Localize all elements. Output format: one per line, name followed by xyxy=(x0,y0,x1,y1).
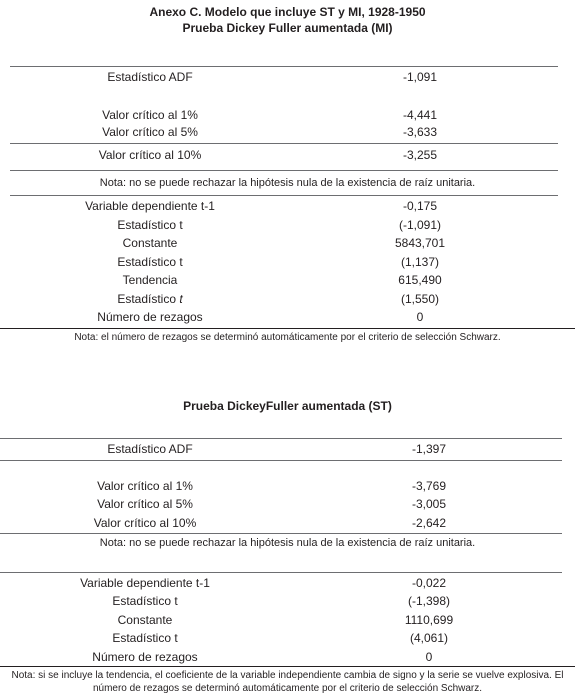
st-row-value: 1110,699 xyxy=(404,613,454,627)
st-top-rule xyxy=(0,438,562,439)
st-row-value: (-1,398) xyxy=(407,594,451,608)
st-table-title: Prueba DickeyFuller aumentada (ST) xyxy=(183,399,392,413)
st-adf-rule xyxy=(0,460,562,461)
st-row-value: 0 xyxy=(425,650,433,664)
st-cv5-label: Valor crítico al 5% xyxy=(97,497,193,511)
st-row-label: Estadístico t xyxy=(112,594,178,608)
mi-row-label-prefix: Estadístico xyxy=(117,292,180,306)
mi-row-label xyxy=(10,292,290,306)
mi-cv1-label: Valor crítico al 1% xyxy=(102,108,198,122)
st-cv1-label: Valor crítico al 1% xyxy=(97,479,193,493)
mi-cv10-value: -3,255 xyxy=(402,148,438,162)
mi-row-value: 5843,701 xyxy=(394,236,446,250)
st-note-bottom-rule xyxy=(0,572,562,573)
mi-row-label: Número de rezagos xyxy=(97,310,203,324)
mi-lags-note: Nota: el número de rezagos se determinó automáticamente por el criterio de selección Schwarz. xyxy=(74,332,501,343)
mi-row-value: (-1,091) xyxy=(398,218,442,232)
mi-row-label: Variable dependiente t-1 xyxy=(85,199,215,213)
st-adf-value: -1,397 xyxy=(411,442,447,456)
st-row-label: Constante xyxy=(117,613,173,627)
mi-row-label: Estadístico t xyxy=(117,255,183,269)
mi-cv5-label: Valor crítico al 5% xyxy=(102,125,198,139)
st-cv-rule xyxy=(0,533,562,534)
mi-row-value: 0 xyxy=(416,310,424,324)
mi-adf-label: Estadístico ADF xyxy=(107,70,193,84)
st-final-note-line1: Nota: si se incluye la tendencia, el coeficiente de la variable independiente cambia de signo y la serie se vuelve explosiva. El xyxy=(11,670,564,681)
mi-adf-value: -1,091 xyxy=(402,70,438,84)
mi-cv-rule xyxy=(10,143,558,144)
mi-row-label: Estadístico t xyxy=(117,218,183,232)
st-final-note-line2: número de rezagos se determinó automáticamente por el criterio de selección Schwarz. xyxy=(92,683,483,694)
st-row-value: (4,061) xyxy=(409,631,449,645)
mi-cv5-value: -3,633 xyxy=(402,125,438,139)
mi-row-value: 615,490 xyxy=(398,273,442,287)
st-cv10-label: Valor crítico al 10% xyxy=(93,516,197,530)
st-row-label: Estadístico t xyxy=(112,631,178,645)
st-cv1-value: -3,769 xyxy=(411,479,447,493)
st-bottom-rule xyxy=(0,666,575,667)
mi-table-title: Prueba Dickey Fuller aumentada (MI) xyxy=(182,21,393,35)
st-cv10-value: -2,642 xyxy=(411,516,447,530)
mi-row-label: Constante xyxy=(122,236,178,250)
mi-row-value: (1,137) xyxy=(400,255,440,269)
mi-cv1-value: -4,441 xyxy=(402,108,438,122)
st-row-label: Número de rezagos xyxy=(92,650,198,664)
st-row-value: -0,022 xyxy=(411,576,447,590)
mi-cv10-label: Valor crítico al 10% xyxy=(98,148,202,162)
mi-root-note: Nota: no se puede rechazar la hipótesis nula de la existencia de raíz unitaria. xyxy=(99,177,476,189)
mi-row-label: Tendencia xyxy=(122,273,178,287)
mi-bottom-rule xyxy=(0,328,575,329)
mi-top-rule xyxy=(10,66,558,67)
mi-row-value: -0,175 xyxy=(402,199,438,213)
mi-note-bottom-rule xyxy=(10,195,558,196)
st-adf-label: Estadístico ADF xyxy=(107,442,193,456)
annex-title: Anexo C. Modelo que incluye ST y MI, 1928-1950 xyxy=(149,5,426,19)
mi-row-label-italic: t xyxy=(179,292,183,306)
mi-row-value: (1,550) xyxy=(400,292,440,306)
mi-note-top-rule xyxy=(10,170,558,171)
st-cv5-value: -3,005 xyxy=(411,497,447,511)
st-row-label: Variable dependiente t-1 xyxy=(80,576,210,590)
st-root-note: Nota: no se puede rechazar la hipótesis nula de la existencia de raíz unitaria. xyxy=(99,537,476,549)
